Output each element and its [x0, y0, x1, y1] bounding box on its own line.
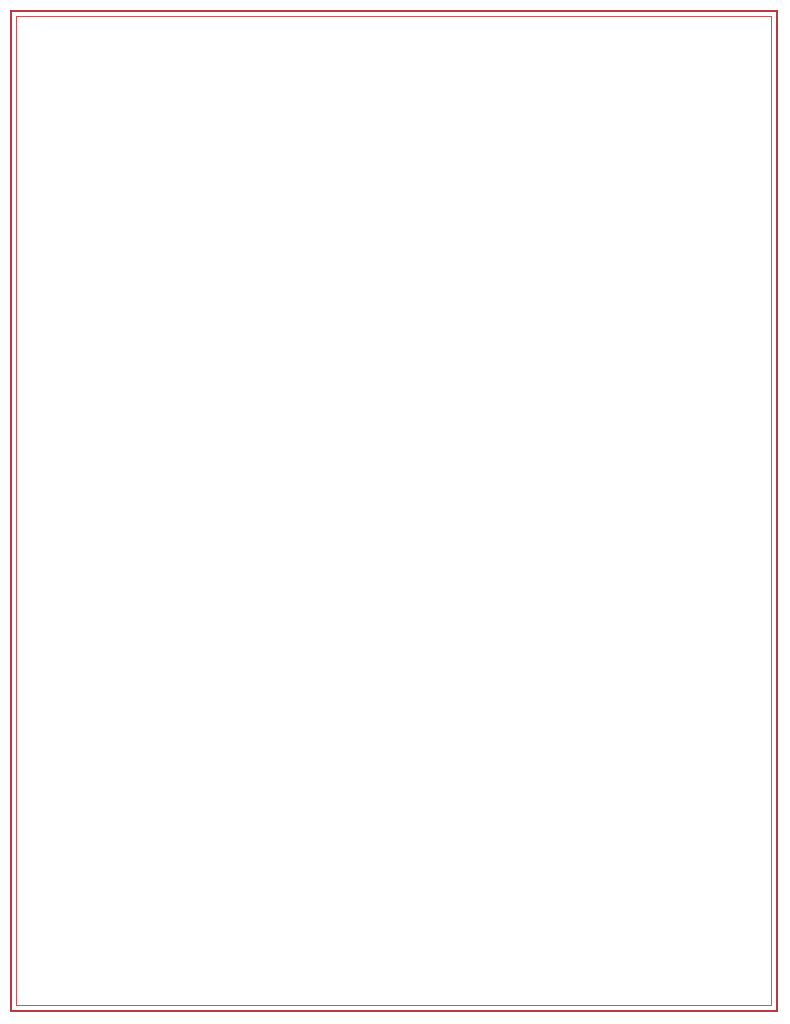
- page-border-inner: [16, 16, 772, 1006]
- document-body: [66, 72, 724, 94]
